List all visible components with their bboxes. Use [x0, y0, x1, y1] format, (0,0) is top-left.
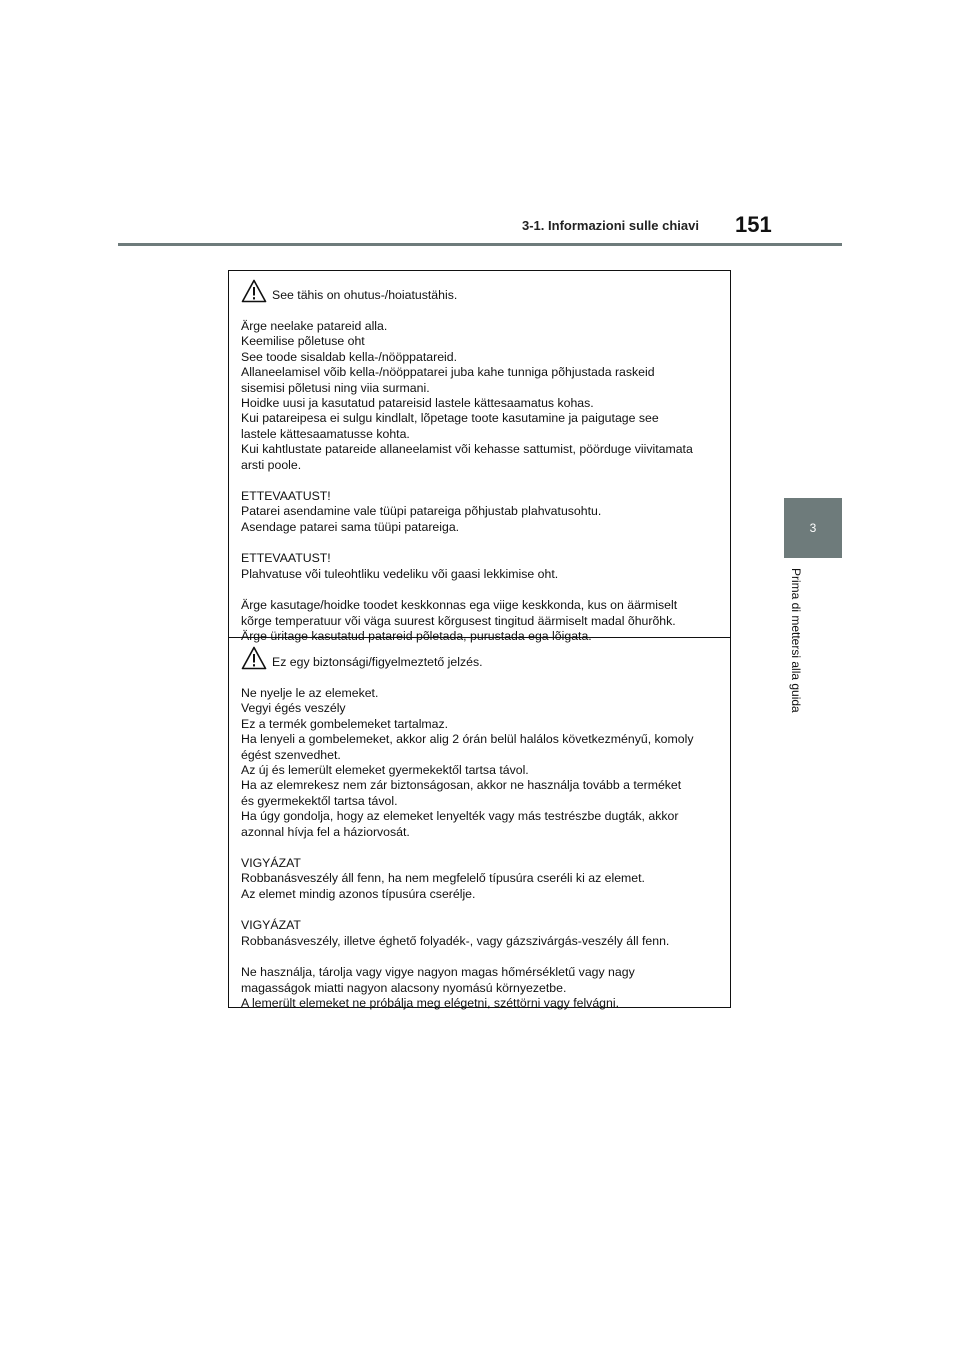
warning-paragraph: Ärge kasutage/hoidke toodet keskkonnas ega viige keskkonda, kus on äärmiselt kõrge temperatuur või väga suurest kõrgusest tingitud äärmiselt madal õhurõhk. Ärge üritage kasutatud patareid põletada, purustada ega lõigata.: [241, 598, 678, 643]
chapter-tab: [784, 498, 842, 558]
warning-panel-estonian: [229, 271, 730, 643]
warning-paragraph: Ärge neelake patareid alla. Keemilise põletuse oht See toode sisaldab kella-/nööppatareid. Allaneelamisel võib kella-/nööppatarei juba kahe tunniga põhjustada raskeid sisemisi põletusi ning viia surmani. Hoidke uusi ja kasutatud patareisid lastele kättesaamatus kohas. Kui patareipesa ei sulgu kindlalt, lõpetage toote kasutamine ja paigutage see lastele kättesaamatusse kohta. Kui kahtlustate patareide allaneelamist või kehasse sattumist, pöörduge viivitamata arsti poole.: [241, 319, 693, 472]
page-number: 151: [735, 212, 772, 237]
chapter-number: 3: [809, 521, 817, 535]
warning-heading: See tähis on ohutus-/hoiatustähis.: [272, 288, 458, 302]
warning-heading: Ez egy biztonsági/figyelmeztető jelzés.: [272, 655, 483, 669]
warning-panel-hungarian: [229, 637, 730, 1010]
warning-header: [241, 277, 722, 303]
warning-paragraph: ETTEVAATUST! Plahvatuse või tuleohtliku vedeliku või gaasi lekkimise oht.: [241, 551, 559, 581]
warning-paragraph: Ne használja, tárolja vagy vigye nagyon magas hőmérsékletű vagy nagy magasságok miatti nagyon alacsony nyomású környezetbe. A lemerült elemeket ne próbálja meg elégetni, széttörni vagy felvágni.: [241, 965, 635, 1010]
header-rule: [118, 243, 842, 246]
warning-paragraph: ETTEVAATUST! Patarei asendamine vale tüüpi patareiga põhjustab plahvatusohtu. Asendage patarei sama tüüpi patareiga.: [241, 489, 602, 534]
chapter-title: Prima di mettersi alla guida: [789, 568, 803, 713]
warning-box: [228, 270, 731, 1008]
warning-header: [241, 644, 722, 670]
warning-paragraph: VIGYÁZAT Robbanásveszély, illetve éghető folyadék-, vagy gázszivárgás-veszély áll fenn.: [241, 918, 670, 948]
section-title: 3-1. Informazioni sulle chiavi: [522, 218, 699, 233]
warning-paragraph: Ne nyelje le az elemeket. Vegyi égés veszély Ez a termék gombelemeket tartalmaz. Ha lenyeli a gombelemeket, akkor alig 2 órán belül halálos következményű, komoly égést szenvedhet. Az új és lemerült elemeket gyermekektől tartsa távol. Ha az elemrekesz nem zár biztonságosan, akkor ne használja tovább a terméket és gyermekektől tartsa távol. Ha úgy gondolja, hogy az elemeket lenyelték vagy más testrészbe dugták, akkor azonnal hívja fel a háziorvosát.: [241, 686, 694, 839]
warning-paragraph: VIGYÁZAT Robbanásveszély áll fenn, ha nem megfelelő típusúra cseréli ki az elemet. Az elemet mindig azonos típusúra cserélje.: [241, 856, 645, 901]
warning-triangle-icon: [241, 279, 267, 303]
warning-triangle-icon: [241, 646, 267, 670]
